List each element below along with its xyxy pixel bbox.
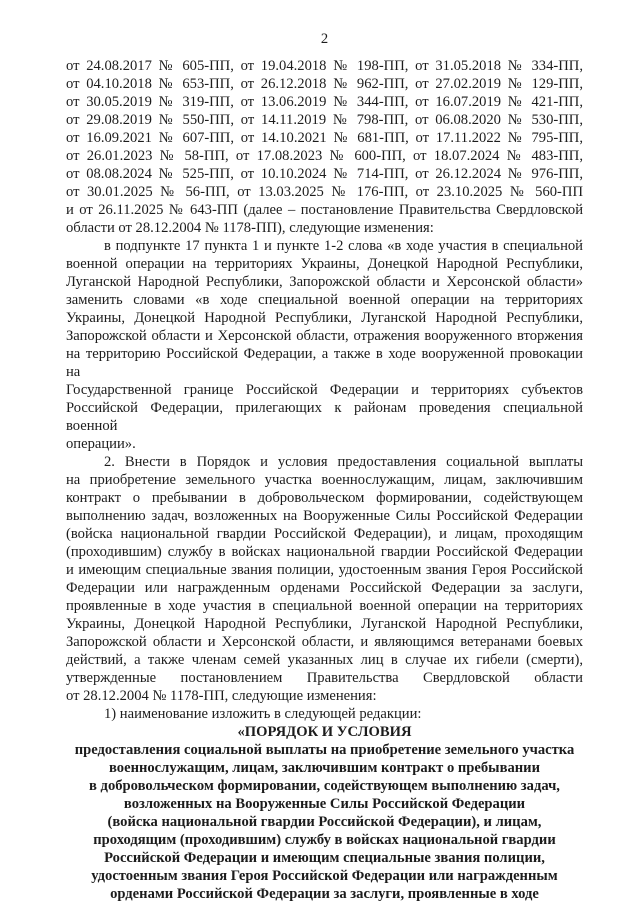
text-line: операции». <box>66 436 136 452</box>
text-line: орденами Российской Федерации за заслуги, проявленные в ходе <box>110 886 539 902</box>
text-line: Украины, Донецкой Народной Республики, Луганской Народной Республики, <box>66 616 583 632</box>
text-line: Украины, Донецкой Народной Республики, Луганской Народной Республики, <box>66 310 583 326</box>
text-line: от 24.08.2017 № 605-ПП, от 19.04.2018 № 198-ПП, от 31.05.2018 № 334-ПП, <box>66 58 583 74</box>
paragraph-subitem-1 <box>66 705 583 723</box>
text-line: (войска национальной гвардии Российской Федерации), и лицам, проходящим <box>66 526 583 542</box>
text-line: утвержденные постановлением Правительства Свердловской области <box>66 670 583 686</box>
paragraph-subpoint-17-amendment <box>66 237 583 453</box>
text-line: выполнению задач, возложенных на Вооруженные Силы Российской Федерации <box>66 508 583 524</box>
text-line: (проходившим) службу в войсках национальной гвардии Российской Федерации <box>66 544 583 560</box>
text-line: от 04.10.2018 № 653-ПП, от 26.12.2018 № 962-ПП, от 27.02.2019 № 129-ПП, <box>66 76 583 92</box>
text-line: контракт о пребывании в добровольческом формировании, содействующем <box>66 490 583 506</box>
text-line: военной операции на территориях Украины, Донецкой Народной Республики, <box>66 256 583 272</box>
text-line: (войска национальной гвардии Российской Федерации), и лицам, <box>107 814 542 830</box>
text-line: «ПОРЯДОК И УСЛОВИЯ <box>237 724 412 740</box>
text-line: Луганской Народной Республики, Запорожской области и Херсонской области» <box>66 274 583 290</box>
paragraph-item-2 <box>66 453 583 705</box>
text-line: области от 28.12.2004 № 1178-ПП), следующие изменения: <box>66 220 434 236</box>
text-line: от 30.05.2019 № 319-ПП, от 13.06.2019 № 344-ПП, от 16.07.2019 № 421-ПП, <box>66 94 583 110</box>
new-title-block <box>66 723 583 903</box>
text-line: и имеющим специальные звания полиции, удостоенным звания Героя Российской <box>66 562 583 578</box>
text-line: 2. Внести в Порядок и условия предоставления социальной выплаты <box>104 454 583 470</box>
text-line: от 29.08.2019 № 550-ПП, от 14.11.2019 № 798-ПП, от 06.08.2020 № 530-ПП, <box>66 112 583 128</box>
text-line: Запорожской области и Херсонской области, отражения вооруженного вторжения <box>66 328 583 344</box>
text-line: от 16.09.2021 № 607-ПП, от 14.10.2021 № 681-ПП, от 17.11.2022 № 795-ПП, <box>66 130 583 146</box>
text-line: Российской Федерации и имеющим специальные звания полиции, <box>104 850 545 866</box>
text-line: в добровольческом формировании, содействующем выполнению задач, <box>89 778 560 794</box>
text-line: 1) наименование изложить в следующей редакции: <box>104 706 422 722</box>
text-line: проходящим (проходившим) службу в войсках национальной гвардии <box>93 832 556 848</box>
text-line: на приобретение земельного участка военнослужащим, лицам, заключившим <box>66 472 583 488</box>
text-line: возложенных на Вооруженные Силы Российской Федерации <box>123 796 526 812</box>
text-line: военнослужащим, лицам, заключившим контракт о пребывании <box>109 760 540 776</box>
text-line: Запорожской области и Херсонской области, и являющимся ветеранами боевых <box>66 634 583 650</box>
text-line: в подпункте 17 пункта 1 и пункте 1-2 слова «в ходе участия в специальной <box>104 238 583 254</box>
text-line: проявленные в ходе участия в специальной военной операции на территориях <box>66 598 583 614</box>
text-line: удостоенным звания Героя Российской Федерации или награжденным <box>91 868 558 884</box>
text-line: от 26.01.2023 № 58-ПП, от 17.08.2023 № 600-ПП, от 18.07.2024 № 483-ПП, <box>66 148 583 164</box>
page-number: 2 <box>320 31 329 47</box>
text-line: Федерации или награжденным орденами Российской Федерации за заслуги, <box>66 580 583 596</box>
text-line: от 28.12.2004 № 1178-ПП, следующие изменения: <box>66 688 377 704</box>
text-line: Российской Федерации, прилегающих к районам проведения специальной военной <box>66 400 583 434</box>
text-line: и от 26.11.2025 № 643-ПП (далее – постановление Правительства Свердловской <box>66 202 583 218</box>
text-line: от 30.01.2025 № 56-ПП, от 13.03.2025 № 176-ПП, от 23.10.2025 № 560-ПП <box>66 184 583 200</box>
text-line: действий, а также членам семей указанных лиц в случае их гибели (смерти), <box>66 652 583 668</box>
text-line: от 08.08.2024 № 525-ПП, от 10.10.2024 № 714-ПП, от 26.12.2024 № 976-ПП, <box>66 166 583 182</box>
text-line: заменить словами «в ходе специальной военной операции на территориях <box>66 292 583 308</box>
amendment-date-list <box>66 57 583 237</box>
document-body <box>66 57 583 903</box>
text-line: предоставления социальной выплаты на приобретение земельного участка <box>74 742 575 758</box>
text-line: на территорию Российской Федерации, а также в ходе вооруженной провокации на <box>66 346 583 380</box>
text-line: Государственной границе Российской Федерации и территориях субъектов <box>66 382 583 398</box>
